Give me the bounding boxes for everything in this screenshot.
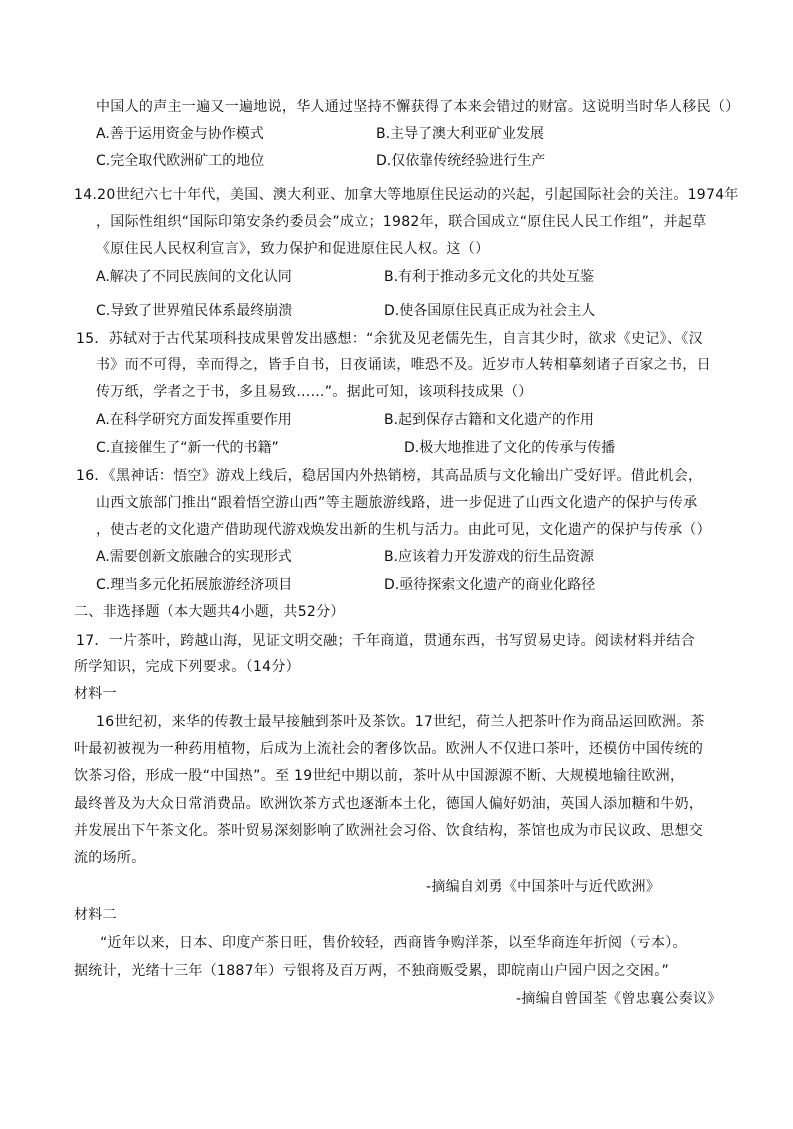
q14-stem-line-2: ，国际性组织“国际印第安条约委员会”成立；1982年，联合国成立“原住民人民工作组”，并起草 bbox=[96, 214, 707, 230]
q13-option-c[interactable]: C.完全取代欧洲矿工的地位 bbox=[96, 153, 265, 169]
material-2-source: -摘编自曾国荃《曾忠襄公奏议》 bbox=[516, 991, 722, 1007]
q16-stem-line-1: 16．《黑神话：悟空》游戏上线后，稳居国内外热销榜，其高品质与文化输出广受好评。借此机会， bbox=[76, 468, 703, 484]
q14-stem-line-3: 《原住民人民权利宣言》，致力保护和促进原住民人权。这（） bbox=[96, 241, 490, 257]
q15-option-a[interactable]: A.在科学研究方面发挥重要作用 bbox=[96, 412, 292, 428]
material-1-line-3: 饮茶习俗，形成一股“中国热”。至 19世纪中期以前，茶叶从中国源源不断、大规模地输往欧洲， bbox=[74, 768, 685, 784]
material-2-line-1: “近年以来，日本、印度产茶日旺，售价较轻，西商皆争购洋茶，以至华商连年折阅（亏本）。 bbox=[100, 935, 687, 951]
material-1-line-4: 最终普及为大众日常消费品。欧洲饮茶方式也逐渐本土化，德国人偏好奶油，英国人添加糖和牛奶， bbox=[74, 796, 704, 812]
q14-stem-line-1: 14.20世纪六七十年代，美国、澳大利亚、加拿大等地原住民运动的兴起，引起国际社会的关注。1974年 bbox=[74, 187, 739, 203]
q15-option-b[interactable]: B.起到保存古籍和文化遗产的作用 bbox=[384, 412, 595, 428]
q13-stem-tail: 中国人的声主一遍又一遍地说，华人通过坚持不懈获得了本来会错过的财富。这说明当时华人移民（） bbox=[96, 99, 740, 115]
q16-option-c[interactable]: C.理当多元化拓展旅游经济项目 bbox=[96, 577, 293, 593]
q17-stem-line-2: 所学知识，完成下列要求。（14分） bbox=[74, 659, 300, 675]
q15-option-c[interactable]: C.直接催生了“新一代的书籍” bbox=[96, 440, 279, 456]
material-2-label: 材料二 bbox=[74, 907, 117, 923]
q16-stem-line-2: 山西文旅部门推出“跟着悟空游山西”等主题旅游线路，进一步促进了山西文化遗产的保护与传承 bbox=[96, 495, 698, 511]
q13-option-a[interactable]: A.善于运用资金与协作模式 bbox=[96, 126, 264, 142]
q15-stem-line-3: 传万纸，学者之于书，多且易致……”。据此可知，该项科技成果（） bbox=[96, 384, 533, 400]
q16-stem-line-3: ，使古老的文化遗产借助现代游戏焕发出新的生机与活力。由此可见，文化遗产的保护与传承（） bbox=[96, 522, 711, 538]
material-1-line-1: 16世纪初，来华的传教士最早接触到茶叶及茶饮。17世纪，荷兰人把茶叶作为商品运回欧洲。茶 bbox=[96, 714, 705, 730]
q13-option-d[interactable]: D.仅依靠传统经验进行生产 bbox=[376, 153, 546, 169]
q14-option-a[interactable]: A.解决了不同民族间的文化认同 bbox=[96, 269, 292, 285]
q16-option-b[interactable]: B.应该着力开发游戏的衍生品资源 bbox=[384, 549, 595, 565]
material-1-line-5: 并发展出下午茶文化。茶叶贸易深刻影响了欧洲社会习俗、饮食结构，茶馆也成为市民议政、思想交 bbox=[74, 823, 704, 839]
q15-stem-line-2: 书》而不可得，幸而得之，皆手自书，日夜诵读，唯恐不及。近岁市人转相摹刻诸子百家之书，日 bbox=[96, 357, 711, 373]
section-heading: 二、非选择题（本大题共4小题，共52分） bbox=[74, 604, 345, 620]
q14-option-c[interactable]: C.导致了世界殖民体系最终崩溃 bbox=[96, 303, 293, 319]
q17-stem-line-1: 17．一片茶叶，跨越山海，见证文明交融；千年商道，贯通东西，书写贸易史诗。阅读材料并结合 bbox=[76, 633, 696, 649]
material-1-source: -摘编自刘勇《中国茶叶与近代欧洲》 bbox=[426, 879, 661, 895]
q15-stem-line-1: 15．苏轼对于古代某项科技成果曾发出感想：“余犹及见老儒先生，自言其少时，欲求《史记》、《汉 bbox=[76, 331, 703, 347]
q13-option-b[interactable]: B.主导了澳大利亚矿业发展 bbox=[376, 126, 545, 142]
material-1-line-6: 流的场所。 bbox=[74, 850, 146, 866]
material-2-line-2: 据统计，光绪十三年（1887年）亏银将及百万两，不独商贩受累，即皖南山户园户因之交困。” bbox=[74, 963, 670, 979]
q14-option-d[interactable]: D.使各国原住民真正成为社会主人 bbox=[384, 303, 596, 319]
q14-option-b[interactable]: B.有利于推动多元文化的共处互鉴 bbox=[384, 269, 595, 285]
material-1-label: 材料一 bbox=[74, 686, 117, 702]
q16-option-d[interactable]: D.亟待探索文化遗产的商业化路径 bbox=[384, 577, 596, 593]
material-1-line-2: 叶最初被视为一种药用植物，后成为上流社会的奢侈饮品。欧洲人不仅进口茶叶，还模仿中国传统的 bbox=[74, 741, 704, 757]
q16-option-a[interactable]: A.需要创新文旅融合的实现形式 bbox=[96, 549, 292, 565]
q15-option-d[interactable]: D.极大地推进了文化的传承与传播 bbox=[404, 440, 616, 456]
